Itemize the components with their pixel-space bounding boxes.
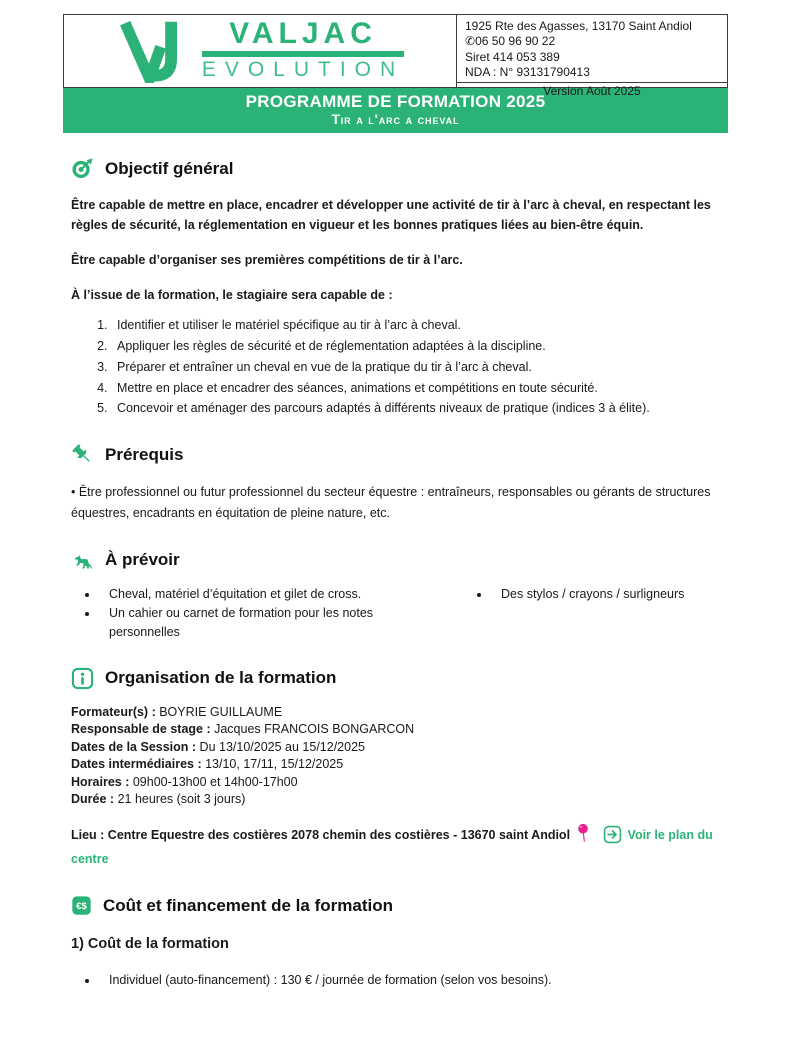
contact-block (456, 15, 727, 99)
objectif-list (111, 315, 728, 419)
version-label: Version Août 2025 (543, 84, 641, 99)
document-title: PROGRAMME DE FORMATION 2025 (245, 92, 546, 111)
objectif-item: 4. Mettre en place et encadrer des séances, animations et compétitions en toute sécurité. (111, 378, 728, 399)
section-objectif-heading (71, 157, 728, 180)
cout-item: • Individuel (auto-financement) : 130 € / journée de formation (selon vos besoins). (99, 971, 728, 990)
phone-line (465, 34, 719, 49)
objectif-item: 2. Appliquer les règles de sécurité et de réglementation adaptées à la discipline. (111, 336, 728, 357)
brand-name: VALJAC (229, 17, 377, 51)
section-prerequis-heading (71, 443, 728, 466)
phone-number: 06 50 96 90 22 (475, 34, 556, 49)
objectif-item: 1. Identifier et utiliser le matériel spécifique au tir à l’arc à cheval. (111, 315, 728, 336)
document-page (0, 14, 791, 1038)
objectif-list-intro: À l’issue de la formation, le stagiaire sera capable de : (71, 288, 393, 303)
nda-line: NDA : N° 93131790413 (465, 65, 590, 80)
phone-icon: ✆ (465, 34, 476, 49)
pushpin-icon (71, 443, 94, 466)
a-prevoir-columns (71, 585, 728, 643)
field-responsable: Responsable de stage : Jacques FRANCOIS BONGARCON (71, 722, 415, 737)
section-title: Objectif général (105, 158, 234, 178)
a-prevoir-item: • Des stylos / crayons / surligneurs (491, 585, 684, 604)
horse-icon (71, 549, 94, 572)
arrow-right-icon[interactable] (603, 825, 622, 844)
a-prevoir-right-list (463, 585, 684, 643)
info-icon (71, 667, 94, 690)
target-icon (71, 157, 94, 180)
header (63, 14, 728, 133)
organisation-fields (71, 704, 728, 809)
svg-text:€$: €$ (76, 901, 87, 913)
document-subtitle: Tir a l'arc a cheval (331, 112, 460, 128)
plan-link-label[interactable]: Voir le plan du centre (71, 827, 713, 866)
a-prevoir-item: • Un cahier ou carnet de formation pour les notes personnelles (99, 604, 429, 643)
section-cout-heading (71, 895, 728, 916)
a-prevoir-left-list (71, 585, 429, 643)
currency-exchange-icon (71, 895, 92, 916)
field-dates-intermediaires: Dates intermédiaires : 13/10, 17/11, 15/12/2025 (71, 757, 344, 772)
lieu-text: Lieu : Centre Equestre des costières 2078 chemin des costières - 13670 saint Andiol (71, 827, 571, 842)
field-dates-session: Dates de la Session : Du 13/10/2025 au 15/12/2025 (71, 739, 365, 754)
objectif-paragraph: Être capable d’organiser ses premières compétitions de tir à l’arc. (71, 253, 463, 268)
a-prevoir-item: • Cheval, matériel d’équitation et gilet de cross. (99, 585, 429, 604)
cout-list (71, 971, 728, 990)
section-title: Organisation de la formation (105, 668, 337, 688)
field-duree: Durée : 21 heures (soit 3 jours) (71, 792, 246, 807)
section-organisation-heading (71, 667, 728, 690)
brand-underline (202, 51, 404, 57)
objectif-item: 5. Concevoir et aménager des parcours adaptés à différents niveaux de pratique (indices 3 à élite). (111, 398, 728, 419)
section-title: Coût et financement de la formation (103, 895, 393, 915)
siret-line: Siret 414 053 389 (465, 49, 560, 64)
prerequis-text: • Être professionnel ou futur professionnel du secteur équestre : entraîneurs, responsables ou gérants de structures équestres, encadrants en équitation de pleine nature, etc. (71, 485, 711, 521)
brand-subtitle: EVOLUTION (201, 58, 405, 82)
section-a-prevoir-heading (71, 549, 728, 572)
objectif-item: 3. Préparer et entraîner un cheval en vue de la pratique du tir à l’arc à cheval. (111, 357, 728, 378)
objectif-paragraph: Être capable de mettre en place, encadrer et développer une activité de tir à l’arc à cheval, en respectant les règles de sécurité, la réglementation en vigueur et les bonnes pratiques liées au bien-être équin. (71, 198, 711, 233)
company-logo (64, 15, 456, 87)
lieu-line (71, 823, 728, 872)
field-formateur: Formateur(s) : BOYRIE GUILLAUME (71, 704, 283, 719)
section-title: Prérequis (105, 444, 184, 464)
field-horaires: Horaires : 09h00-13h00 et 14h00-17h00 (71, 774, 298, 789)
vj-monogram-icon (116, 19, 190, 83)
section-title: À prévoir (105, 550, 180, 570)
cout-subsection-title: 1) Coût de la formation (71, 936, 229, 953)
address-line: 1925 Rte des Agasses, 13170 Saint Andiol (465, 19, 692, 33)
map-pin-icon (577, 823, 589, 843)
